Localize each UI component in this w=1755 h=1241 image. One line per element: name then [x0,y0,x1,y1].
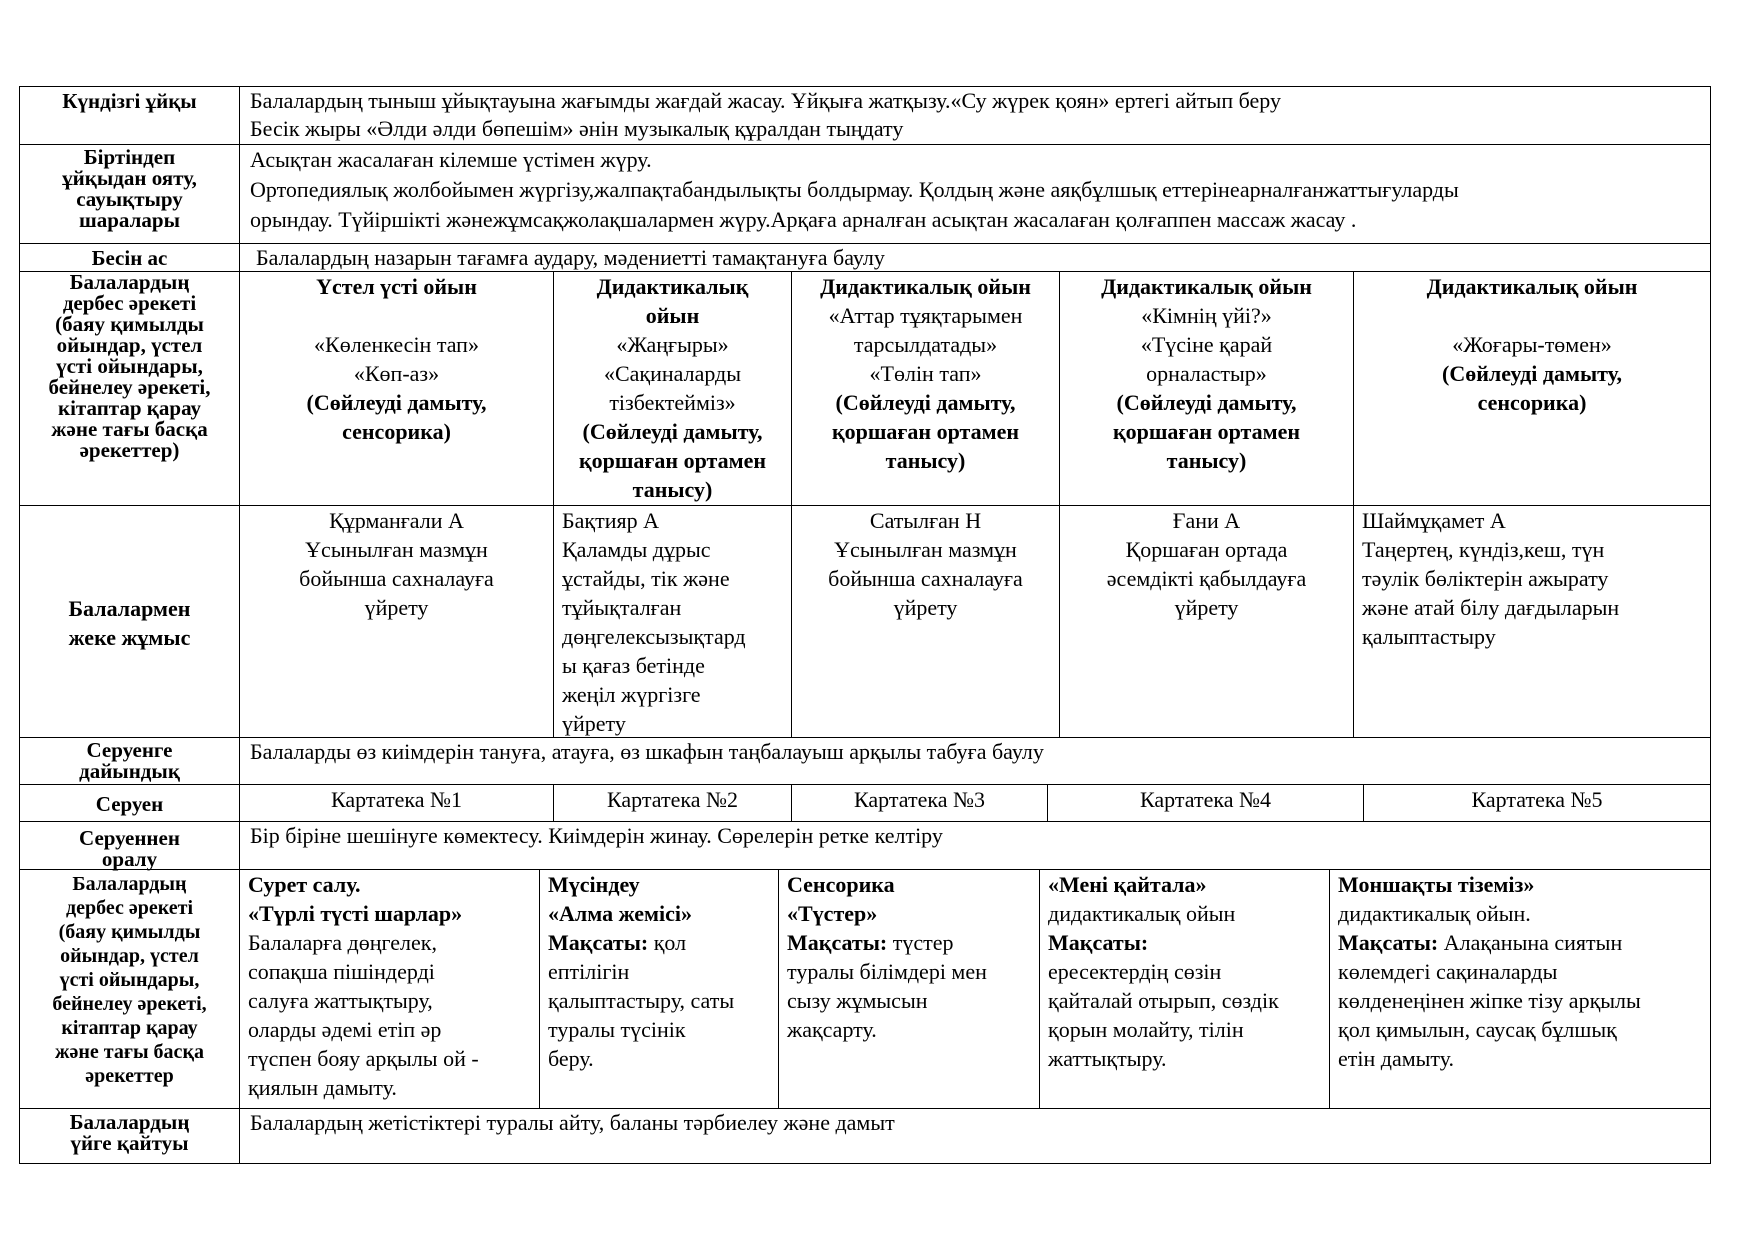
individual-line: Ғани А [1172,508,1241,533]
activity-text: дидактикалық ойын. [1338,901,1531,926]
activity-line [1048,986,1321,1015]
row-label-line: және тағы басқа [55,1041,204,1063]
activity-line [248,986,531,1015]
individual-col-1 [240,506,554,737]
individual-line: Құрманғали А [329,508,464,533]
content-line: Балаларды өз киімдерін тануға, атауға, өз шкафын таңбалауыш арқылы табуға баулу [250,739,1044,764]
schedule-table [19,86,1711,1164]
activity-line [787,986,1031,1015]
activity-line [1338,870,1702,899]
activity-line: «Көп-аз» [353,361,440,386]
row-independent-activity-1 [19,271,1711,505]
row-content [240,1109,1710,1163]
row-label-line: Балалармен [68,595,191,621]
row-label [20,1109,240,1163]
card-label: Картатека №1 [331,787,462,812]
activity-line: (Сөйлеуді дамыту, [1116,390,1297,415]
individual-col-5 [1354,506,1710,737]
activity-text: Мақсаты: [1048,930,1149,955]
row-label [20,738,240,784]
row-label-line: дайындық [79,759,180,783]
activity-line [548,957,770,986]
activity-line: танысу) [1166,448,1247,473]
activity-col-3 [792,272,1060,505]
individual-line: Қаламды дұрыс [562,537,711,562]
activity2-col-1 [240,870,540,1108]
activity-line [248,899,531,928]
activity-text: туралы түсінік [548,1017,686,1042]
row-label [20,822,240,869]
card-label: Картатека №4 [1140,787,1271,812]
activity2-col-5 [1330,870,1710,1108]
activity-text: дидактикалық ойын [1048,901,1236,926]
individual-columns [240,506,1710,737]
activity-line [787,928,1031,957]
activity-line: (Сөйлеуді дамыту, [306,390,487,415]
individual-line: Ұсынылған мазмұн [834,537,1017,562]
activity-text: Алақанына сиятын [1438,930,1623,955]
row-content [240,244,1710,271]
row-label-line: үсті ойындары, [59,969,200,991]
activity-text: түстер [887,930,954,955]
activity-text: көлемдегі сақиналарды [1338,959,1558,984]
activity-line: «Аттар тұяқтарымен [828,303,1023,328]
individual-col-3 [792,506,1060,737]
row-nap [19,86,1711,144]
row-wake [19,144,1711,243]
activity-col-5 [1354,272,1710,505]
activity-line: Дидактикалық [596,274,749,299]
activity-line [248,928,531,957]
individual-line: Таңертең, күндіз,кеш, түн [1362,537,1605,562]
activity-line [248,870,531,899]
content-line: Балалардың жетістіктері туралы айту, баланы тәрбиелеу және дамыт [250,1110,895,1135]
row-label-line: үсті ойындары, [56,354,203,378]
row-label-line: оралу [101,847,158,871]
individual-line: тәулік бөліктерін ажырату [1362,566,1609,591]
activity-line [248,1044,531,1073]
activity-line: сенсорика) [1477,390,1587,415]
activity-line: танысу) [632,477,713,502]
row-label-line: және тағы басқа [51,417,208,441]
activity-line [548,1044,770,1073]
individual-line: тұйықталған [562,595,682,620]
individual-line: әсемдікті қабылдауға [1106,566,1307,591]
row-label-line: (баяу қимылды [55,312,204,336]
row-label-line: әрекеттер [85,1065,174,1087]
individual-line: үйрету [1174,595,1239,620]
activity-line [1048,899,1321,928]
row-label [20,87,240,144]
content-line: Бесік жыры «Әлди әлди бөпешім» әнін музыкалық құралдан тыңдату [250,116,904,141]
card-cell-5 [1364,785,1710,821]
activity-col-2 [554,272,792,505]
activity2-col-2 [540,870,779,1108]
row-label-line: Балалардың [69,1110,190,1134]
activity-line: сенсорика) [342,419,451,444]
row-going-home [19,1108,1711,1164]
activity-columns [240,272,1710,505]
activity-line [1048,870,1321,899]
activity-line [548,870,770,899]
row-label-line: Бесін ас [91,246,168,270]
activity-line [1048,957,1321,986]
individual-line: Қоршаған ортада [1125,537,1288,562]
activity-text: «Алма жемісі» [548,901,692,926]
row-label-line: кітаптар қарау [57,396,202,420]
individual-col-4 [1060,506,1354,737]
row-label-line: сауықтыру [76,187,183,211]
individual-col-2 [554,506,792,737]
activity-text: Мақсаты: [1338,930,1439,955]
activity-text: «Мені қайтала» [1048,872,1207,897]
activity-line: «Кімнің үйі?» [1141,303,1272,328]
individual-line: бойынша сахналауға [299,566,494,591]
row-independent-activity-2 [19,869,1711,1108]
content-line: Балалардың назарын тағамға аудару, мәдениетті тамақтануға баулу [256,245,885,270]
individual-line: Бақтияр А [562,508,659,533]
activity-text: сызу жұмысын [787,988,928,1013]
activity-text: туралы білімдері мен [787,959,987,984]
activity-line [1338,1015,1702,1044]
activity-line: (Сөйлеуді дамыту, [582,419,763,444]
activity-line [1338,957,1702,986]
activity-line [787,870,1031,899]
individual-line: Сатылған Н [869,508,982,533]
row-label-line: ойындар, үстел [60,945,199,967]
activity-line: «Көленкесін тап» [314,332,479,357]
row-label [20,145,240,243]
row-label-line: ұйқыдан ояту, [62,166,197,190]
activity-line [548,1015,770,1044]
card-label: Картатека №3 [854,787,985,812]
activity-text: қорын молайту, тілін [1048,1017,1244,1042]
row-label-line: Балалардың [69,270,190,294]
activity-line: Дидактикалық ойын [1426,274,1638,299]
activity-line: Үстел үсті ойын [316,274,477,299]
activity-line: тарсылдатады» [853,332,998,357]
activity-line: ойын [645,303,700,328]
content-line: Ортопедиялық жолбойымен жүргізу,жалпақтабандылықты болдырмау. Қолдың және аяқбұлшық еттерінеарналғанжаттығуларды [250,177,1459,202]
row-label-line: (баяу қимылды [58,921,201,943]
activity-line [548,986,770,1015]
activity-line: «Жоғары-төмен» [1452,332,1612,357]
activity-line: тізбектейміз» [609,390,736,415]
individual-line: қалыптастыру [1362,624,1496,649]
card-cell-3 [792,785,1048,821]
activity-text: салуға жаттықтыру, [248,988,433,1013]
activity-text: Моншақты тіземіз» [1338,872,1535,897]
activity-text: қол қимылын, саусақ бұлшық [1338,1017,1617,1042]
individual-line: Ұсынылған мазмұн [305,537,488,562]
activity-line [248,1015,531,1044]
activity-line [1338,928,1702,957]
activity-line [1338,1044,1702,1073]
activity-line [787,1015,1031,1044]
activity-line [548,928,770,957]
row-label-line: дербес әрекеті [62,291,197,315]
activity-text: жақсарту. [787,1017,877,1042]
activity-line: Дидактикалық ойын [1101,274,1312,299]
activity-text: қалыптастыру, саты [548,988,735,1013]
card-label: Картатека №2 [607,787,738,812]
row-label-line: әрекеттер) [79,438,180,462]
row-label-line: бейнелеу әрекеті, [52,993,207,1015]
row-label-line: дербес әрекеті [65,897,193,919]
content-line: орындау. Түйіршікті жәнежұмсақжолақшалармен жүру.Арқаға арналған асықтан жасалаған қолғаппен массаж жасау . [250,207,1357,232]
individual-line: бойынша сахналауға [828,566,1023,591]
activity-line: Дидактикалық ойын [820,274,1031,299]
activity-text: етін дамыту. [1338,1046,1455,1071]
individual-line: дөңгелексызықтард [562,624,746,649]
activity-line: орналастыр» [1146,361,1267,386]
activity-line: «Жаңғыры» [616,332,729,357]
activity-text: сопақша пішіндерді [248,959,435,984]
walk-cards [240,785,1710,821]
card-label: Картатека №5 [1471,787,1603,812]
activity-text: беру. [548,1046,594,1071]
activity-text: Сенсорика [787,872,895,897]
activity-text: «Түстер» [787,901,878,926]
activity-line: «Түсіне қарай [1140,332,1273,357]
row-snack [19,243,1711,271]
content-line: Балалардың тыныш ұйықтауына жағымды жағдай жасау. Ұйқыға жатқызу.«Су жүрек қоян» ертегі айтып беру [250,88,1281,113]
activity-text: Балаларға дөңгелек, [248,930,437,955]
activity-line: қоршаған ортамен [578,448,767,473]
row-label-line: Серуен [95,791,164,816]
individual-line: және атай білу дағдыларын [1362,595,1620,620]
row-label [20,244,240,271]
activity-line [1362,301,1702,330]
activity-col-1 [240,272,554,505]
content-line: Асықтан жасалаған кілемше үстімен жүру. [250,147,652,172]
activity-text: түспен бояу арқылы ой - [248,1046,479,1071]
individual-line: үйрету [562,711,626,736]
activity-text: көлденеңінен жіпке тізу арқылы [1338,988,1641,1013]
activity-line [787,899,1031,928]
activity-text: қиялын дамыту. [248,1075,397,1100]
activity2-col-4 [1040,870,1330,1108]
activity-text: Мақсаты: [548,930,649,955]
row-content [240,738,1710,784]
activity-line [248,301,545,330]
row-label-line: кітаптар қарау [61,1017,198,1039]
row-label-line: Күндізгі ұйқы [62,89,197,113]
activity-line: қоршаған ортамен [831,419,1020,444]
activity-line: «Төлін тап» [869,361,982,386]
activity2-col-3 [779,870,1040,1108]
row-label-line: Біртіндеп [83,145,176,169]
activity-line [1048,1015,1321,1044]
individual-line: үйрету [893,595,958,620]
individual-line: Шаймұқамет А [1362,508,1506,533]
content-line: Бір біріне шешінуге көмектесу. Киімдерін жинау. Сөрелерін ретке келтіру [250,823,943,848]
row-label-line: жеке жұмыс [68,624,191,650]
row-walk-prep [19,737,1711,784]
activity-line [548,899,770,928]
individual-line: үйрету [364,595,429,620]
row-label-line: ойындар, үстел [56,333,203,357]
activity-text: Мақсаты: [787,930,888,955]
activity2-columns [240,870,1710,1108]
row-label-line: Серуеннен [79,826,180,850]
activity-line [1338,986,1702,1015]
activity-text: Сурет салу. [248,872,361,897]
activity-line: (Сөйлеуді дамыту, [835,390,1016,415]
activity-line [248,1073,531,1102]
activity-line [787,957,1031,986]
activity-line: (Сөйлеуді дамыту, [1442,361,1622,386]
activity-text: жаттықтыру. [1048,1046,1167,1071]
card-cell-4 [1048,785,1364,821]
activity-line [1048,1044,1321,1073]
row-walk [19,784,1711,821]
row-label-line: Балалардың [72,873,187,895]
row-label-line: Серуенге [86,738,173,762]
row-label-line: бейнелеу әрекеті, [48,375,211,399]
row-label-line: шаралары [79,208,180,232]
activity-line [248,957,531,986]
individual-line: ұстайды, тік және [562,566,730,591]
activity-text: қол [648,930,687,955]
activity-text: қайталай отырып, сөздік [1048,988,1279,1013]
card-cell-1 [240,785,554,821]
individual-line: ы қағаз бетінде [562,653,705,678]
activity-text: «Түрлі түсті шарлар» [248,901,463,926]
activity-line [1048,928,1321,957]
card-cell-2 [554,785,792,821]
row-return [19,821,1711,869]
activity-text: Мүсіндеу [548,872,640,897]
activity-text: ересектердің сөзін [1048,959,1222,984]
row-content [240,145,1710,243]
activity-line: танысу) [885,448,966,473]
row-label [20,870,240,1108]
row-label [20,506,240,737]
activity-line: қоршаған ортамен [1112,419,1301,444]
activity-line: «Сақиналарды [603,361,742,386]
activity-col-4 [1060,272,1354,505]
individual-line: жеңіл жүргізге [562,682,701,707]
row-label-line: үйге қайтуы [70,1131,189,1155]
activity-text: оларды әдемі етіп әр [248,1017,442,1042]
row-label [20,272,240,505]
activity-text: eптілігін [548,959,630,984]
activity-line [1338,899,1702,928]
row-content [240,87,1710,144]
row-content [240,822,1710,869]
row-label [20,785,240,821]
row-individual-work [19,505,1711,737]
